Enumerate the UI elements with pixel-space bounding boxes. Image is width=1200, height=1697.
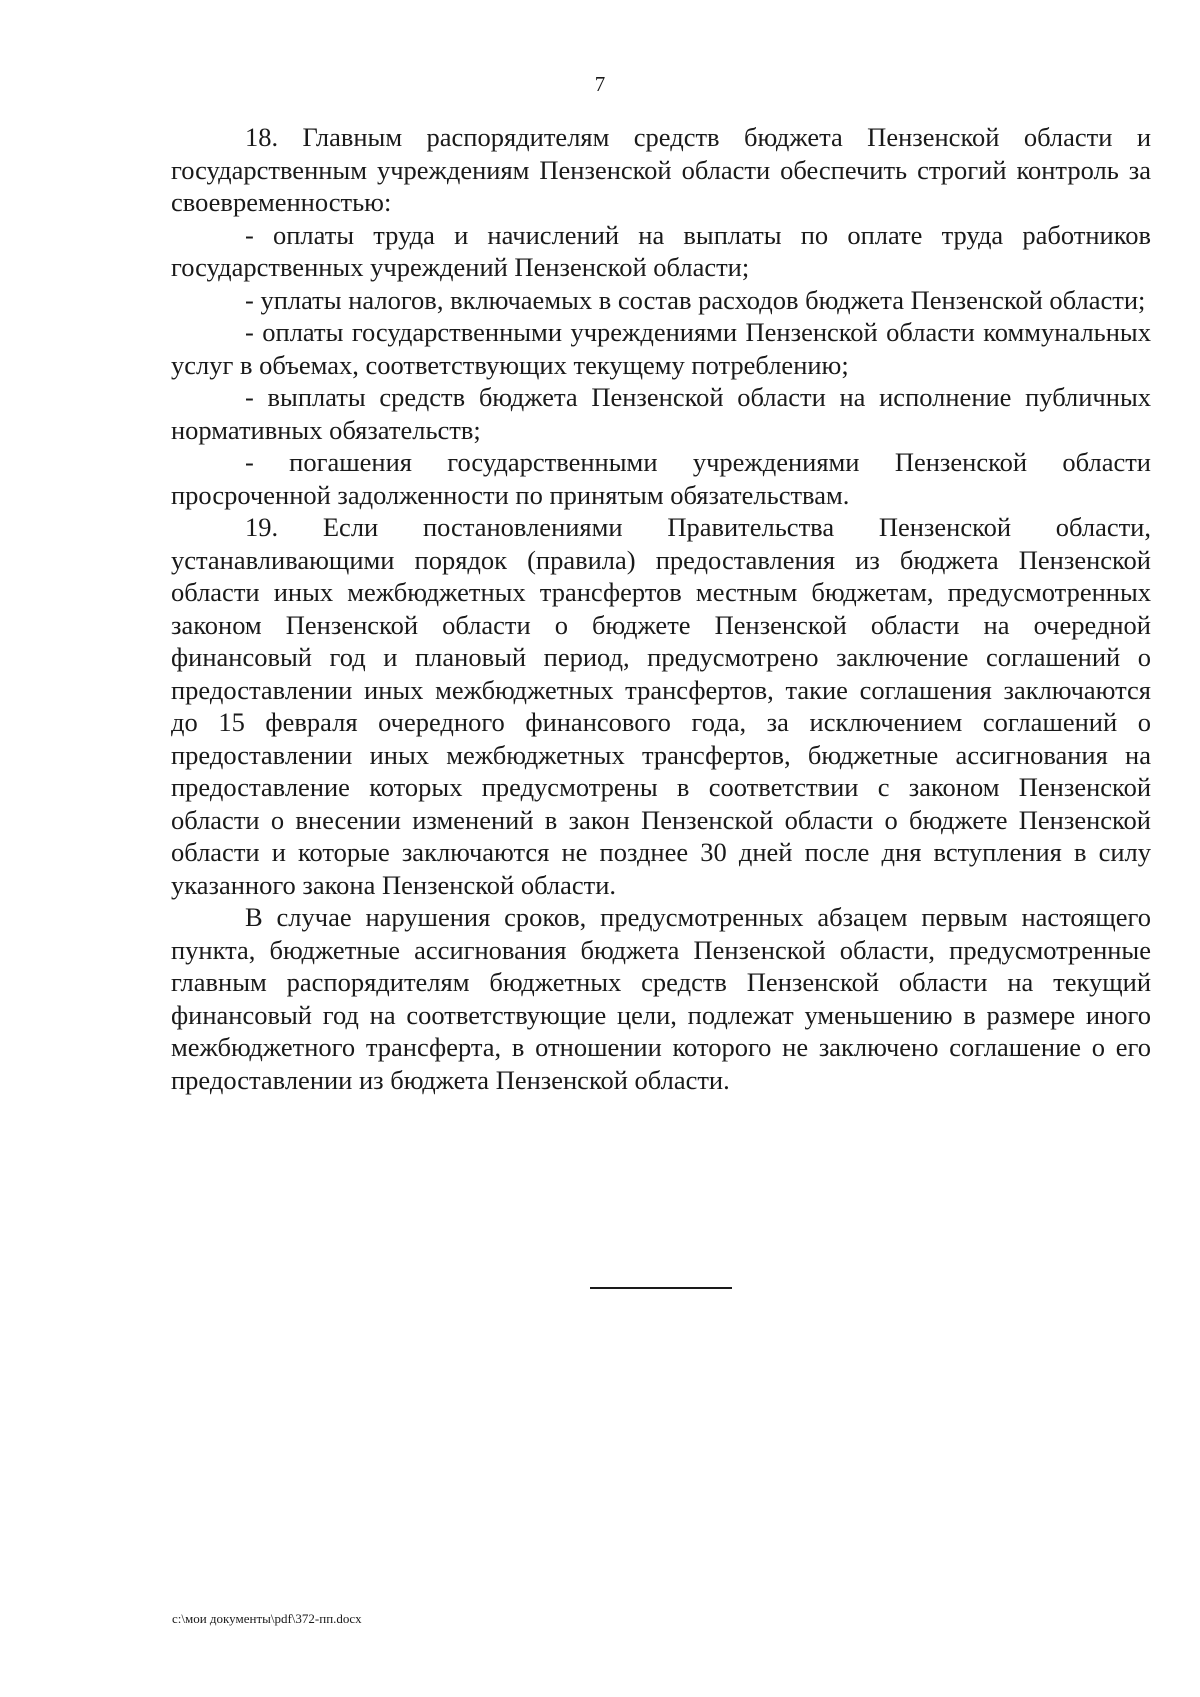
paragraph-19-violation: В случае нарушения сроков, предусмотренных абзацем первым настоящего пункта, бюджетные ассигнования бюджета Пензенской области, предусмотренные главным распорядителям бюджетных средств Пензенской области на текущий финансовый год на соответствующие цели, подлежат уменьшению в размере иного межбюджетного трансферта, в отношении которого не заключено соглашение о его предоставлении из бюджета Пензенской области.	[171, 902, 1151, 1095]
list-item-taxes: - уплаты налогов, включаемых в состав расходов бюджета Пензенской области;	[245, 284, 1146, 315]
list-item-public-obligations: - выплаты средств бюджета Пензенской области на исполнение публичных нормативных обязательств;	[171, 382, 1151, 445]
end-separator-line	[590, 1287, 732, 1289]
paragraph-19: 19. Если постановлениями Правительства Пензенской области, устанавливающими порядок (правила) предоставления из бюджета Пензенской области иных межбюджетных трансфертов местным бюджетам, предусмотренных законом Пензенской области о бюджете Пензенской области на очередной финансовый год и плановый период, предусмотрено заключение соглашений о предоставлении иных межбюджетных трансфертов, такие соглашения заключаются до 15 февраля очередного финансового года, за исключением соглашений о предоставлении иных межбюджетных трансфертов, бюджетные ассигнования на предоставление которых предусмотрены в соответствии с законом Пензенской области о внесении изменений в закон Пензенской области о бюджете Пензенской области и которые заключаются не позднее 30 дней после дня вступления в силу указанного закона Пензенской области.	[171, 512, 1151, 900]
footer-file-path: c:\мои документы\pdf\372-пп.docx	[172, 1611, 362, 1626]
page-number: 7	[594, 72, 606, 96]
list-item-utilities: - оплаты государственными учреждениями Пензенской области коммунальных услуг в объемах, соответствующих текущему потреблению;	[171, 317, 1151, 380]
paragraph-18-intro: 18. Главным распорядителям средств бюджета Пензенской области и государственным учреждениям Пензенской области обеспечить строгий контроль за своевременностью:	[171, 122, 1151, 217]
list-item-overdue-debt: - погашения государственными учреждениями Пензенской области просроченной задолженности по принятым обязательствам.	[171, 447, 1151, 510]
list-item-wages: - оплаты труда и начислений на выплаты по оплате труда работников государственных учреждений Пензенской области;	[171, 219, 1151, 282]
document-body	[171, 121, 1151, 1096]
